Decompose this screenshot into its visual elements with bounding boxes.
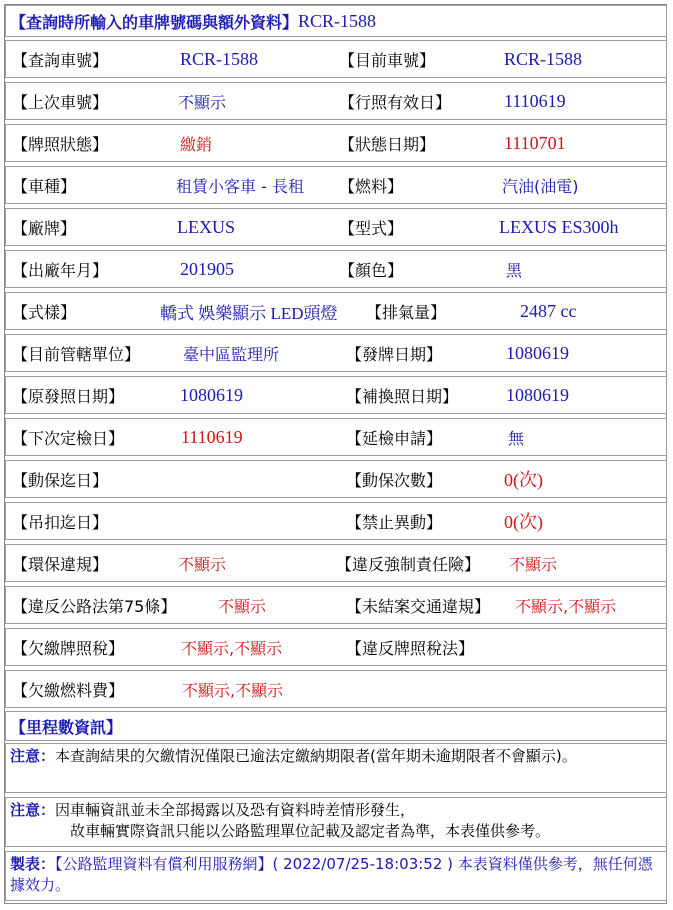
value-highway-act-75: 不顯示 xyxy=(218,596,267,616)
note-1-text xyxy=(10,746,662,767)
row-brand xyxy=(5,208,667,246)
label-manufacture-date: 【出廠年月】 xyxy=(12,260,109,280)
label-environmental-violation: 【環保違規】 xyxy=(12,554,109,574)
value-plate-status: 繳銷 xyxy=(180,134,213,154)
note-3-body: 【公路監理資料有償利用服務網】( 2022/07/25-18:03:52 ) 本表資料僅供參考，無任何憑據效力。 xyxy=(10,855,653,894)
row-fuel-fee xyxy=(5,670,667,708)
label-jurisdiction: 【目前管轄單位】 xyxy=(12,344,141,364)
note-3-text xyxy=(10,854,662,896)
note-3-tag: 製表： xyxy=(10,855,56,873)
value-status-date: 1110701 xyxy=(504,132,566,153)
label-brand: 【廠牌】 xyxy=(12,218,77,238)
value-query-plate: RCR-1588 xyxy=(180,48,259,69)
note-2-line1: 因車輛資訊並未全部揭露以及恐有資料時差情形發生， xyxy=(55,801,416,819)
label-inspection-extension: 【延檢申請】 xyxy=(346,428,443,448)
label-reissue-date: 【補換照日期】 xyxy=(346,386,459,406)
note-2-tag: 注意： xyxy=(10,801,56,819)
value-next-inspection: 1110619 xyxy=(181,426,243,447)
label-suspension-until: 【吊扣迄日】 xyxy=(12,512,109,532)
note-2-line2: 故車輛實際資訊只能以公路監理單位記載及認定者為準，本表僅供參考。 xyxy=(70,822,551,840)
label-previous-plate: 【上次車號】 xyxy=(12,92,109,112)
label-plate-status: 【牌照狀態】 xyxy=(12,134,109,154)
note-2-text xyxy=(10,800,662,842)
note-1-body: 本查詢結果的欠繳情況僅限已逾法定繳納期限者(當年期未逾期限者不會顯示)。 xyxy=(55,747,577,765)
label-next-inspection: 【下次定檢日】 xyxy=(12,428,125,448)
label-vehicle-type: 【車種】 xyxy=(12,176,77,196)
label-unpaid-fuel-fee: 【欠繳燃料費】 xyxy=(12,680,125,700)
row-suspension xyxy=(5,502,667,540)
value-style: 轎式 娛樂顯示 LED頭燈 xyxy=(160,303,338,323)
value-current-plate: RCR-1588 xyxy=(504,48,583,69)
value-color: 黑 xyxy=(506,260,523,280)
row-previous-plate xyxy=(5,82,667,120)
value-issue-date: 1080619 xyxy=(506,342,569,363)
label-transfer-prohibited: 【禁止異動】 xyxy=(346,512,443,532)
label-compulsory-insurance: 【違反強制責任險】 xyxy=(336,554,481,574)
value-transfer-prohibited: 0(次) xyxy=(504,512,543,532)
value-compulsory-insurance: 不顯示 xyxy=(509,554,558,574)
row-highway-act xyxy=(5,586,667,624)
row-original-license-date xyxy=(5,376,667,414)
mileage-section xyxy=(5,711,667,741)
value-jurisdiction: 臺中區監理所 xyxy=(183,344,280,364)
row-chattel-mortgage xyxy=(5,460,667,498)
value-brand: LEXUS xyxy=(177,216,235,237)
value-previous-plate: 不顯示 xyxy=(178,92,227,112)
label-model: 【型式】 xyxy=(339,218,404,238)
value-model: LEXUS ES300h xyxy=(499,216,619,237)
row-environmental xyxy=(5,544,667,582)
label-displacement: 【排氣量】 xyxy=(366,302,447,322)
label-license-tax-violation: 【違反牌照稅法】 xyxy=(346,638,475,658)
note-1 xyxy=(5,743,667,793)
value-unpaid-fuel-fee: 不顯示,不顯示 xyxy=(182,680,284,700)
label-chattel-mortgage-count: 【動保次數】 xyxy=(346,470,443,490)
value-chattel-mortgage-count: 0(次) xyxy=(504,470,543,490)
note-2 xyxy=(5,797,667,847)
value-license-valid-date: 1110619 xyxy=(504,90,566,111)
value-fuel: 汽油(油電) xyxy=(502,176,579,196)
value-environmental-violation: 不顯示 xyxy=(178,554,227,574)
value-displacement: 2487 cc xyxy=(520,300,577,321)
label-issue-date: 【發牌日期】 xyxy=(346,344,443,364)
value-inspection-extension: 無 xyxy=(508,428,525,448)
header-prefix: 【查詢時所輸入的車牌號碼與額外資料】 xyxy=(10,12,299,32)
row-vehicle-type xyxy=(5,166,667,204)
value-unpaid-license-tax: 不顯示,不顯示 xyxy=(181,638,283,658)
row-manufacture-date xyxy=(5,250,667,288)
mileage-title: 【里程數資訊】 xyxy=(10,717,123,737)
label-chattel-mortgage-until: 【動保迄日】 xyxy=(12,470,109,490)
label-status-date: 【狀態日期】 xyxy=(339,134,436,154)
label-style: 【式樣】 xyxy=(12,302,77,322)
row-next-inspection xyxy=(5,418,667,456)
report-header xyxy=(5,5,667,37)
label-highway-act-75: 【違反公路法第75條】 xyxy=(12,596,177,616)
row-style xyxy=(5,292,667,330)
label-unpaid-license-tax: 【欠繳牌照稅】 xyxy=(12,638,125,658)
header-title xyxy=(10,6,376,36)
label-color: 【顏色】 xyxy=(339,260,404,280)
value-pending-traffic-violation: 不顯示,不顯示 xyxy=(515,596,617,616)
value-manufacture-date: 201905 xyxy=(180,258,234,279)
note-1-tag: 注意： xyxy=(10,747,56,765)
label-current-plate: 【目前車號】 xyxy=(339,50,436,70)
label-pending-traffic-violation: 【未結案交通違規】 xyxy=(346,596,491,616)
note-3 xyxy=(5,851,667,901)
header-plate: RCR-1588 xyxy=(298,10,377,31)
label-original-license-date: 【原發照日期】 xyxy=(12,386,125,406)
row-jurisdiction xyxy=(5,334,667,372)
value-reissue-date: 1080619 xyxy=(506,384,569,405)
label-license-valid-date: 【行照有效日】 xyxy=(339,92,452,112)
row-plate xyxy=(5,40,667,78)
row-plate-status xyxy=(5,124,667,162)
label-fuel: 【燃料】 xyxy=(339,176,404,196)
value-original-license-date: 1080619 xyxy=(180,384,243,405)
row-license-tax xyxy=(5,628,667,666)
label-query-plate: 【查詢車號】 xyxy=(12,50,109,70)
value-vehicle-type: 租賃小客車 - 長租 xyxy=(176,176,304,196)
